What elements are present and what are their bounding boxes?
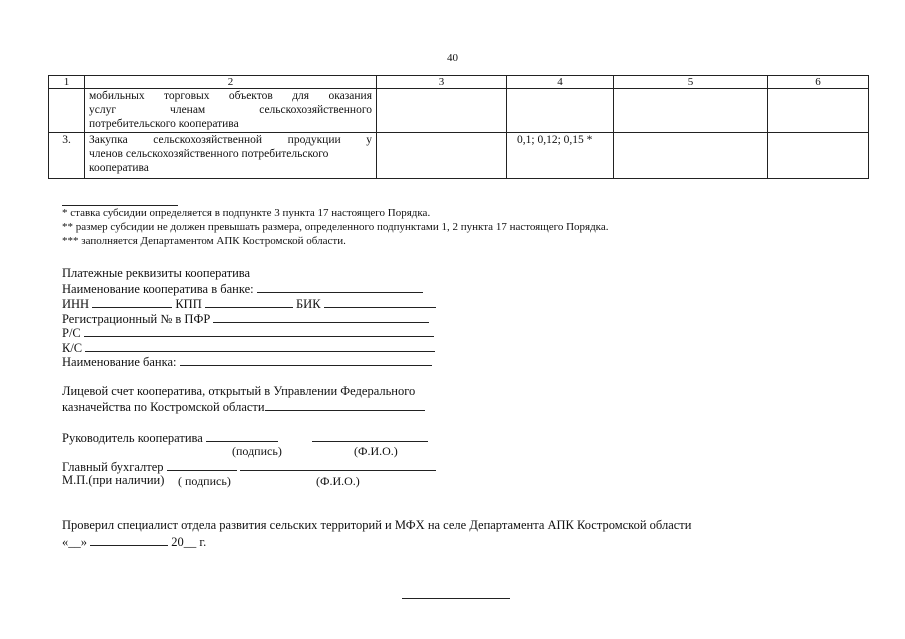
pfr-label: Регистрационный № в ПФР	[62, 312, 211, 326]
podpis-caption: (подпись)	[232, 444, 282, 458]
bank-label: Наименование банка:	[62, 355, 177, 369]
fio-caption-2: (Ф.И.О.)	[316, 474, 360, 488]
footnote-2: ** размер субсидии не должен превышать размера, определенного подпунктами 1, 2 пункта 17 настоящего Порядка.	[62, 221, 609, 233]
verification-date-row	[62, 534, 206, 550]
cell-col5	[614, 133, 768, 179]
ks-label: К/С	[62, 341, 83, 355]
footnote-divider	[62, 205, 178, 206]
inn-kpp-bik-row	[62, 296, 436, 312]
date-month-field[interactable]	[90, 534, 168, 546]
desc-line: кооператива	[89, 162, 149, 174]
inn-label: ИНН	[62, 297, 90, 311]
kpp-label: КПП	[175, 297, 202, 311]
rs-row	[62, 325, 434, 341]
mp-label: М.П.(при наличии)	[62, 473, 165, 487]
page-number: 40	[447, 52, 458, 64]
rs-field[interactable]	[84, 325, 434, 337]
treasury-field[interactable]	[265, 399, 425, 411]
row-description	[85, 89, 377, 133]
accountant-name-field[interactable]	[240, 459, 436, 471]
header-cell: 6	[768, 76, 869, 89]
bottom-divider	[402, 598, 510, 599]
desc-line: мобильных торговых объектов для оказания	[89, 90, 372, 102]
header-cell: 1	[49, 76, 85, 89]
cell-col4	[507, 89, 614, 133]
table-row	[49, 89, 869, 133]
table-header-row	[49, 76, 869, 89]
treasury-row	[62, 399, 425, 415]
kpp-field[interactable]	[205, 296, 293, 308]
fio-caption: (Ф.И.О.)	[354, 444, 398, 458]
bank-name-row	[62, 281, 423, 297]
bank-name-label: Наименование кооператива в банке:	[62, 282, 254, 296]
accountant-label: Главный бухгалтер	[62, 460, 164, 474]
desc-line: потребительского кооператива	[89, 118, 239, 130]
header-cell: 3	[377, 76, 507, 89]
header-cell: 4	[507, 76, 614, 89]
desc-line: услуг членам сельскохозяйственного	[89, 104, 372, 116]
footnote-1: * ставка субсидии определяется в подпункте 3 пункта 17 настоящего Порядка.	[62, 207, 431, 219]
pfr-field[interactable]	[213, 311, 429, 323]
cell-col6	[768, 133, 869, 179]
header-cell: 2	[85, 76, 377, 89]
header-cell: 5	[614, 76, 768, 89]
cell-col3	[377, 133, 507, 179]
bank-name-field[interactable]	[257, 281, 423, 293]
treasury-line-1: Лицевой счет кооператива, открытый в Управлении Федерального	[62, 384, 416, 398]
subsidy-table	[48, 75, 869, 179]
row-number	[49, 89, 85, 133]
bik-field[interactable]	[324, 296, 436, 308]
row-description	[85, 133, 377, 179]
row-number: 3.	[49, 133, 85, 179]
inn-field[interactable]	[92, 296, 172, 308]
head-signature-field[interactable]	[206, 430, 278, 442]
rs-label: Р/С	[62, 326, 81, 340]
table-row	[49, 133, 869, 179]
head-name-field[interactable]	[312, 430, 428, 442]
desc-line: членов сельскохозяйственного потребительского	[89, 148, 329, 160]
bik-label: БИК	[296, 297, 321, 311]
footnote-3: *** заполняется Департаментом АПК Костромской области.	[62, 235, 346, 247]
cell-col6	[768, 89, 869, 133]
ks-field[interactable]	[85, 340, 435, 352]
date-day: «__»	[62, 535, 87, 549]
accountant-signature-field[interactable]	[167, 459, 237, 471]
bank-field[interactable]	[180, 354, 432, 366]
bank-row	[62, 354, 432, 370]
head-label: Руководитель кооператива	[62, 431, 203, 445]
verification-line: Проверил специалист отдела развития сельских территорий и МФХ на селе Департамента АПК Костромской области	[62, 518, 692, 532]
date-year: 20__ г.	[171, 535, 207, 549]
cell-col5	[614, 89, 768, 133]
requisites-title: Платежные реквизиты кооператива	[62, 266, 251, 280]
cell-subsidy-rates: 0,1; 0,12; 0,15 *	[507, 133, 614, 179]
desc-line: Закупка сельскохозяйственной продукции у	[89, 134, 372, 146]
cell-col3	[377, 89, 507, 133]
treasury-label: казначейства по Костромской области	[62, 400, 265, 414]
podpis-caption-2: ( подпись)	[178, 474, 231, 488]
